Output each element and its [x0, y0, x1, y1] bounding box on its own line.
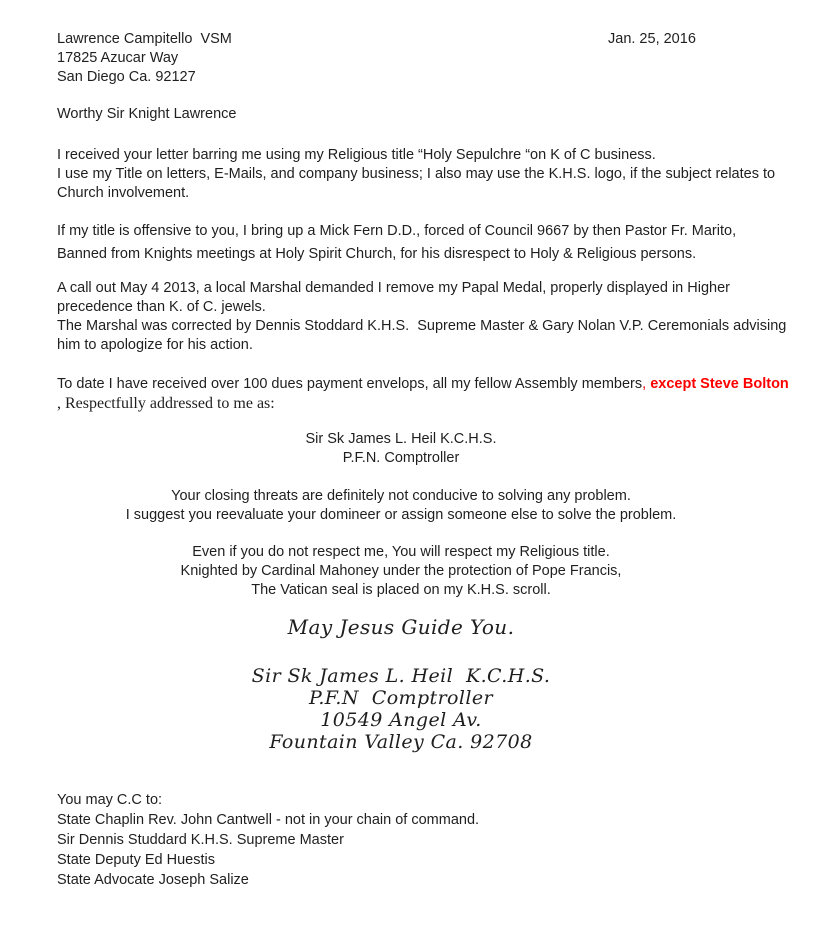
- respect-line: Knighted by Cardinal Mahoney under the protection of Pope Francis,: [180, 563, 622, 579]
- addressed-as-name: Sir Sk James L. Heil K.C.H.S.: [305, 431, 497, 447]
- salutation: Worthy Sir Knight Lawrence: [57, 106, 237, 122]
- cc-list-block: [57, 790, 745, 890]
- dues-text-black: To date I have received over 100 dues payment envelops, all my fellow Assembly members: [57, 376, 643, 392]
- motto-script-line: May Jesus Guide You.: [287, 615, 515, 639]
- respect-title-block: [57, 543, 745, 600]
- addressed-as-title: P.F.N. Comptroller: [342, 450, 460, 466]
- sender-name: Lawrence Campitello VSM: [57, 31, 232, 47]
- addressed-as-block: [57, 430, 745, 468]
- cc-recipient: State Chaplin Rev. John Cantwell - not in your chain of command.: [57, 812, 480, 828]
- closing-remark-line: I suggest you reevaluate your domineer or assign someone else to solve the problem.: [125, 507, 677, 523]
- paragraph-line: Church involvement.: [57, 185, 190, 201]
- paragraph-title-offensive: [57, 220, 745, 266]
- cc-recipient: State Deputy Ed Huestis: [57, 852, 215, 868]
- cc-recipient: State Advocate Joseph Salize: [57, 872, 249, 888]
- paragraph-line: The Marshal was corrected by Dennis Stoddard K.H.S. Supreme Master & Gary Nolan V.P. Ceremonials advising: [57, 318, 787, 334]
- paragraph-call-out: [57, 279, 787, 355]
- dues-red-highlight: except Steve Bolton: [646, 376, 789, 392]
- respectfully-addressed-line: , Respectfully addressed to me as:: [57, 395, 275, 412]
- cc-intro: You may C.C to:: [57, 792, 163, 808]
- signature-name: Sir Sk James L. Heil K.C.H.S.: [251, 665, 551, 687]
- signature-street: 10549 Angel Av.: [320, 709, 482, 731]
- closing-remark-line: Your closing threats are definitely not conducive to solving any problem.: [171, 488, 631, 504]
- paragraph-line: A call out May 4 2013, a local Marshal demanded I remove my Papal Medal, properly displayed in Higher: [57, 280, 730, 296]
- sender-city: San Diego Ca. 92127: [57, 69, 196, 85]
- cc-recipient: Sir Dennis Studdard K.H.S. Supreme Master: [57, 832, 344, 848]
- paragraph-line: precedence than K. of C. jewels.: [57, 299, 266, 315]
- paragraph-line: Banned from Knights meetings at Holy Spirit Church, for his disrespect to Holy & Religious persons.: [57, 246, 697, 262]
- paragraph-dues-payment: [57, 375, 789, 413]
- closing-remarks-block: [57, 487, 745, 525]
- paragraph-line: If my title is offensive to you, I bring up a Mick Fern D.D., forced of Council 9667 by then Pastor Fr. Marito,: [57, 223, 737, 239]
- respect-line: Even if you do not respect me, You will respect my Religious title.: [192, 544, 610, 560]
- paragraph-line-with-highlight: [57, 375, 789, 394]
- signature-city: Fountain Valley Ca. 92708: [269, 731, 533, 753]
- paragraph-line: I received your letter barring me using my Religious title “Holy Sepulchre “on K of C business.: [57, 147, 656, 163]
- signature-title: P.F.N Comptroller: [309, 687, 493, 709]
- dues-red-comma: ,: [642, 376, 647, 392]
- letter-date: Jan. 25, 2016: [608, 31, 696, 47]
- paragraph-line: I use my Title on letters, E-Mails, and company business; I also may use the K.H.S. logo, if the subject relates to: [57, 166, 776, 182]
- signature-script-block: [57, 665, 745, 753]
- respect-line: The Vatican seal is placed on my K.H.S. scroll.: [251, 582, 551, 598]
- paragraph-line: him to apologize for his action.: [57, 337, 253, 353]
- sender-street: 17825 Azucar Way: [57, 50, 179, 66]
- paragraph-received-letter: [57, 146, 776, 203]
